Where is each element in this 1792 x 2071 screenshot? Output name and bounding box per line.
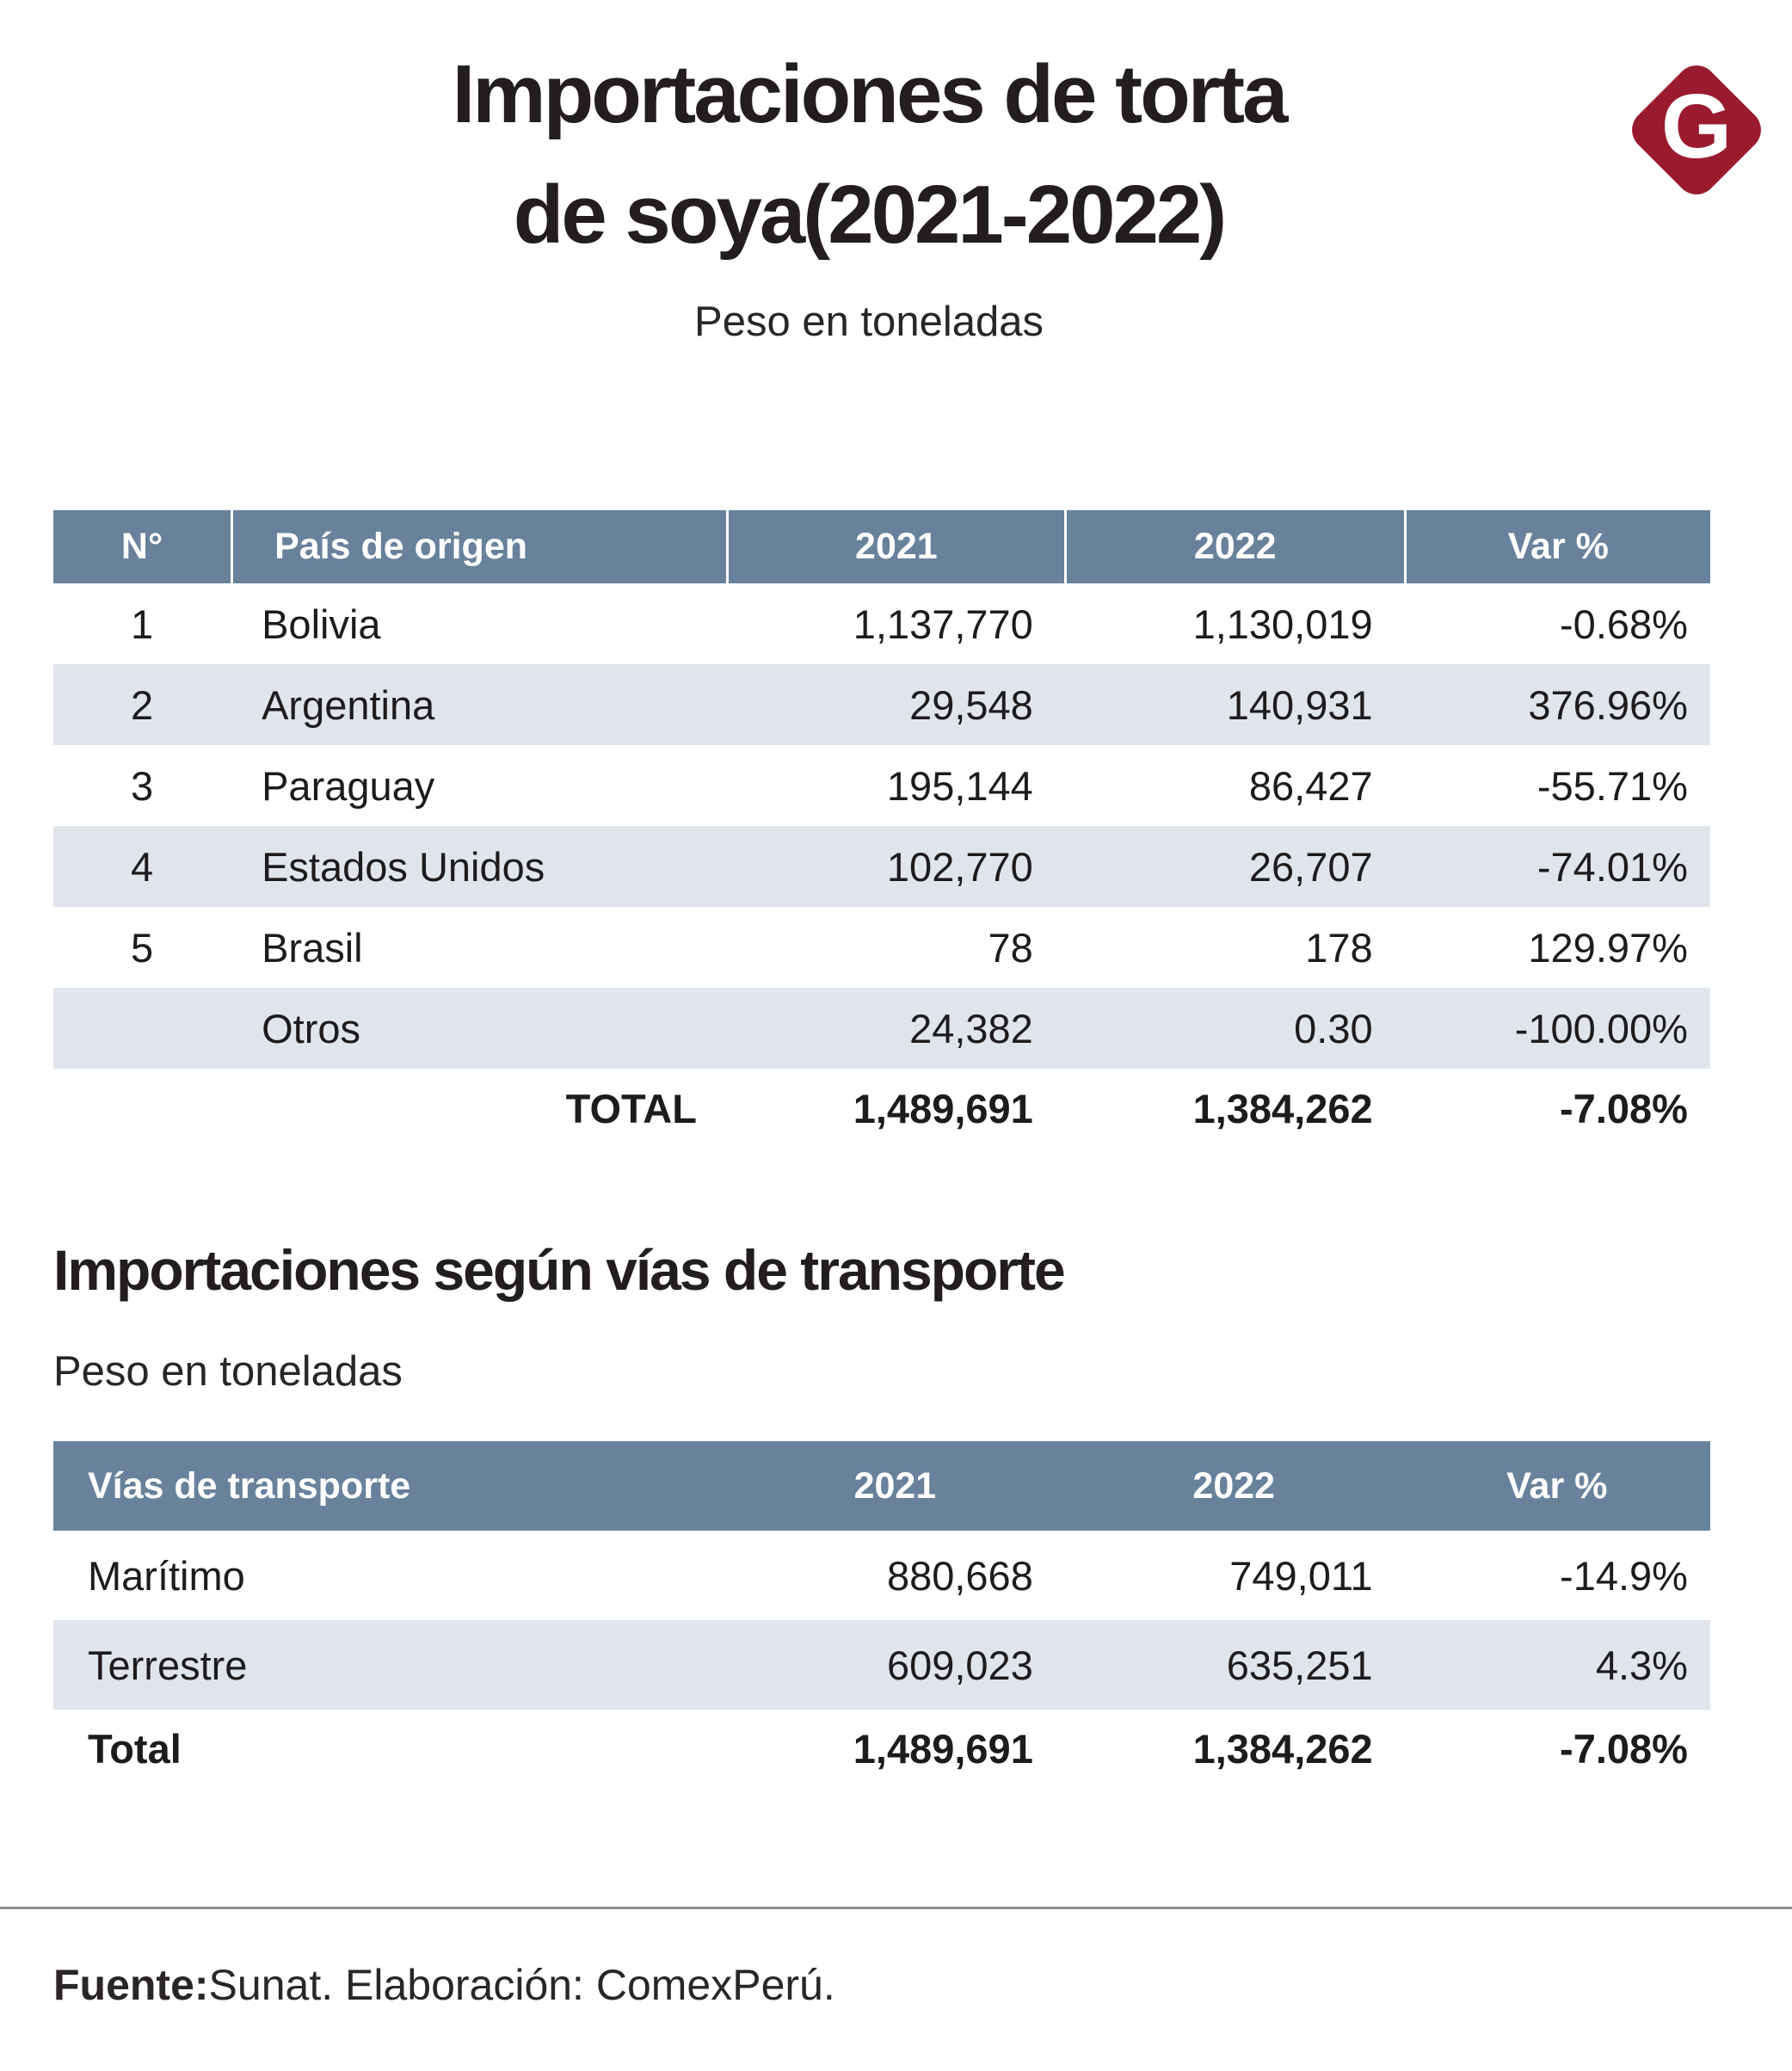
country-cell: Bolivia	[262, 601, 381, 647]
table2-header-mode: Vías de transporte	[88, 1464, 411, 1507]
rank-cell	[53, 988, 231, 1069]
var-cell: -100.00%	[1514, 1005, 1688, 1051]
source-note	[53, 1960, 835, 2010]
table-row-paraguay	[53, 745, 1710, 826]
total-2021-cell: 1,489,691	[853, 1725, 1033, 1772]
gestion-logo	[1623, 57, 1770, 203]
value-2022-cell: 749,011	[1229, 1552, 1373, 1599]
value-2021-cell: 24,382	[909, 1005, 1033, 1051]
section2-title: Importaciones según vías de transporte	[53, 1238, 1064, 1302]
total-var-cell: -7.08%	[1560, 1725, 1688, 1772]
country-cell: Estados Unidos	[262, 843, 545, 890]
rank-cell: 1	[130, 601, 154, 647]
country-cell: Paraguay	[262, 762, 435, 809]
total-label-cell: Total	[88, 1725, 182, 1772]
header-block	[129, 34, 1609, 346]
imports-by-transport-table	[53, 1441, 1710, 1787]
footer-divider	[0, 1907, 1792, 1909]
table1-header-2022: 2022	[1064, 510, 1404, 583]
table1-header-2021: 2021	[726, 510, 1064, 583]
rank-cell: 5	[130, 924, 154, 971]
table1-header-n: N°	[120, 526, 163, 567]
table2-header-2022: 2022	[1192, 1464, 1276, 1507]
value-2022-cell: 178	[1305, 924, 1373, 971]
total-label-cell: TOTAL	[565, 1085, 697, 1131]
table-row-terrestre	[53, 1620, 1710, 1710]
total-2021-cell: 1,489,691	[853, 1085, 1033, 1131]
total-2022-cell: 1,384,262	[1192, 1725, 1373, 1772]
table2-header-row	[53, 1441, 1710, 1531]
var-cell: -0.68%	[1560, 601, 1688, 647]
rank-cell: 3	[130, 762, 154, 809]
table-row-total	[53, 1069, 1710, 1148]
value-2022-cell: 0.30	[1294, 1005, 1373, 1051]
table1-header-row	[53, 510, 1710, 583]
var-cell: 4.3%	[1595, 1642, 1688, 1688]
mode-cell: Terrestre	[88, 1642, 248, 1688]
total-2022-cell: 1,384,262	[1192, 1085, 1373, 1131]
value-2022-cell: 86,427	[1248, 762, 1373, 809]
rank-cell	[53, 1069, 231, 1148]
table-row-total	[53, 1710, 1710, 1787]
mode-cell: Marítimo	[88, 1552, 245, 1599]
value-2021-cell: 78	[988, 924, 1033, 971]
var-cell: -14.9%	[1560, 1552, 1688, 1599]
value-2021-cell: 1,137,770	[853, 601, 1033, 647]
table-row-otros	[53, 988, 1710, 1069]
value-2022-cell: 140,931	[1226, 681, 1373, 728]
var-cell: 129.97%	[1528, 924, 1688, 971]
value-2021-cell: 102,770	[886, 843, 1033, 890]
value-2022-cell: 635,251	[1226, 1642, 1373, 1688]
value-2021-cell: 880,668	[886, 1552, 1033, 1599]
logo-letter-g: G	[1660, 75, 1733, 177]
value-2022-cell: 26,707	[1248, 843, 1373, 890]
value-2021-cell: 609,023	[886, 1642, 1033, 1688]
rank-cell: 2	[130, 681, 154, 728]
var-cell: -74.01%	[1536, 843, 1688, 890]
table-row-estados-unidos	[53, 826, 1710, 907]
table2-header-2021: 2021	[853, 1464, 937, 1507]
main-title-line2: de soya(2021-2022)	[513, 169, 1225, 261]
value-2021-cell: 29,548	[909, 681, 1033, 728]
main-title-line1: Importaciones de torta	[452, 48, 1286, 140]
country-cell: Brasil	[262, 924, 363, 971]
value-2022-cell: 1,130,019	[1192, 601, 1373, 647]
section2-subtitle: Peso en toneladas	[53, 1348, 403, 1395]
source-text: Sunat. Elaboración: ComexPerú.	[208, 1961, 835, 2009]
table2-header-var: Var %	[1506, 1464, 1608, 1507]
table1-header-var: Var %	[1404, 510, 1710, 583]
value-2021-cell: 195,144	[886, 762, 1033, 809]
country-cell: Otros	[262, 1005, 360, 1051]
country-cell: Argentina	[262, 681, 435, 728]
main-subtitle: Peso en toneladas	[694, 299, 1044, 345]
table-row-bolivia	[53, 583, 1710, 664]
var-cell: 376.96%	[1528, 681, 1688, 728]
imports-by-country-table	[53, 510, 1710, 1148]
table-row-brasil	[53, 907, 1710, 988]
table1-header-country: País de origen	[231, 510, 726, 583]
rank-cell: 4	[130, 843, 154, 890]
table-row-argentina	[53, 664, 1710, 745]
source-label: Fuente:	[53, 1961, 209, 2009]
total-var-cell: -7.08%	[1560, 1085, 1688, 1131]
table-row-maritimo	[53, 1531, 1710, 1620]
var-cell: -55.71%	[1536, 762, 1688, 809]
